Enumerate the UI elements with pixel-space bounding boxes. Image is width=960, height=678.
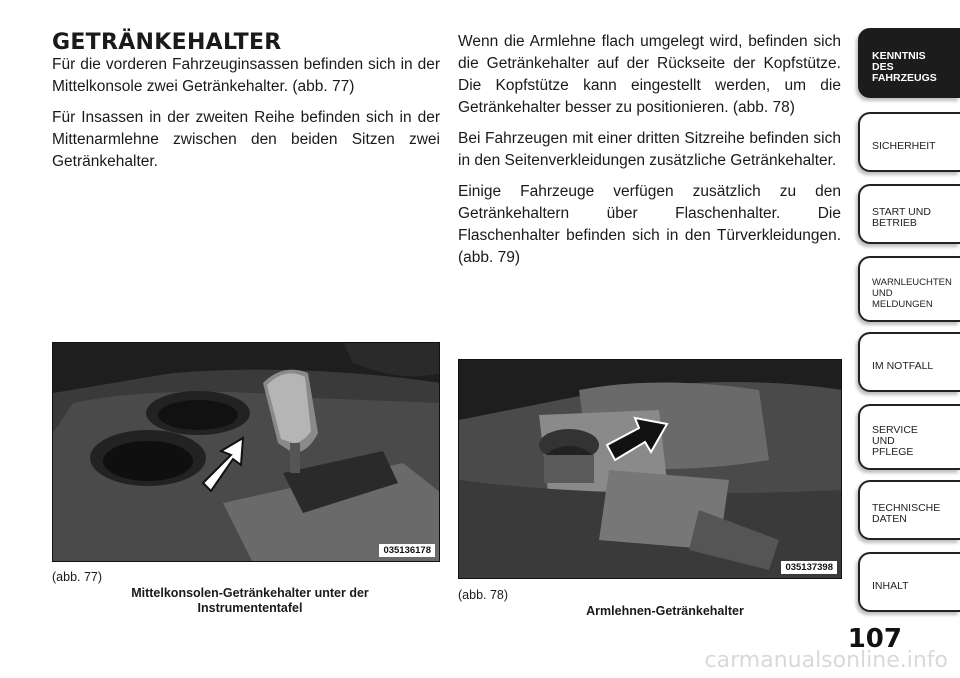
paragraph: Für die vorderen Fahrzeuginsassen befinden sich in der Mittelkonsole zwei Getränkehalter. (abb. 77) (52, 56, 440, 95)
figure-reference: (abb. 77) (52, 570, 103, 584)
armrest-illustration (459, 360, 842, 579)
chapter-tabs (858, 28, 960, 648)
figure-code: 035137398 (781, 561, 837, 574)
tab-kenntnis-des-fahrzeugs[interactable] (858, 28, 960, 98)
paragraph: Bei Fahrzeugen mit einer dritten Sitzreihe befinden sich in den Seitenverkleidungen zusätzliche Getränkehalter. (458, 130, 841, 169)
caption-line: Armlehnen-Getränkehalter (586, 604, 744, 618)
figure-code: 035136178 (379, 544, 435, 557)
page-number: 107 (847, 624, 902, 654)
tab-label: SICHERHEIT (872, 139, 936, 152)
paragraph: Für Insassen in der zweiten Reihe befinden sich in der Mittenarmlehne zwischen den beiden Sitzen zwei Getränkehalter. (52, 109, 440, 170)
figure-caption (520, 604, 810, 619)
tab-label: WARNLEUCHTEN UND MELDUNGEN (872, 276, 952, 310)
tab-label: TECHNISCHE DATEN (872, 502, 941, 525)
paragraph: Einige Fahrzeuge verfügen zusätzlich zu den Getränkehaltern über Flaschenhalter. Die Flaschenhalter befinden sich in den Türverkleidungen. (abb. 79) (458, 183, 841, 266)
tab-sicherheit[interactable] (858, 112, 960, 172)
tab-start-und-betrieb[interactable] (858, 184, 960, 244)
tab-label: KENNTNIS DES FAHRZEUGS (872, 49, 937, 84)
tab-service-und-pflege[interactable] (858, 404, 960, 470)
paragraph: Wenn die Armlehne flach umgelegt wird, befinden sich die Getränkehalter auf der Rückseite der Kopfstütze. Die Kopfstütze kann eingestellt werden, um die Getränkehalter besser zu positionieren. (abb. 78) (458, 33, 841, 116)
caption-line: Mittelkonsolen-Getränkehalter unter der (131, 586, 369, 600)
console-illustration (53, 343, 440, 562)
tab-label: START UND BETRIEB (872, 206, 931, 229)
figure-caption (80, 586, 420, 616)
left-column (52, 54, 440, 182)
tab-inhalt[interactable] (858, 552, 960, 612)
section-heading: GETRÄNKEHALTER (52, 30, 282, 55)
figure-reference: (abb. 78) (458, 588, 509, 602)
tab-technische-daten[interactable] (858, 480, 960, 540)
right-column (458, 31, 841, 278)
tab-label: IM NOTFALL (872, 359, 934, 372)
tab-label: INHALT (872, 579, 909, 592)
tab-label: SERVICE UND PFLEGE (872, 423, 918, 458)
caption-line: Instrumententafel (197, 601, 303, 615)
tab-im-notfall[interactable] (858, 332, 960, 392)
figure-console-cupholder-photo (52, 342, 440, 562)
figure-armrest-cupholder-photo (458, 359, 842, 579)
watermark: carmanualsonline.info (704, 648, 948, 673)
tab-warnleuchten[interactable] (858, 256, 960, 322)
